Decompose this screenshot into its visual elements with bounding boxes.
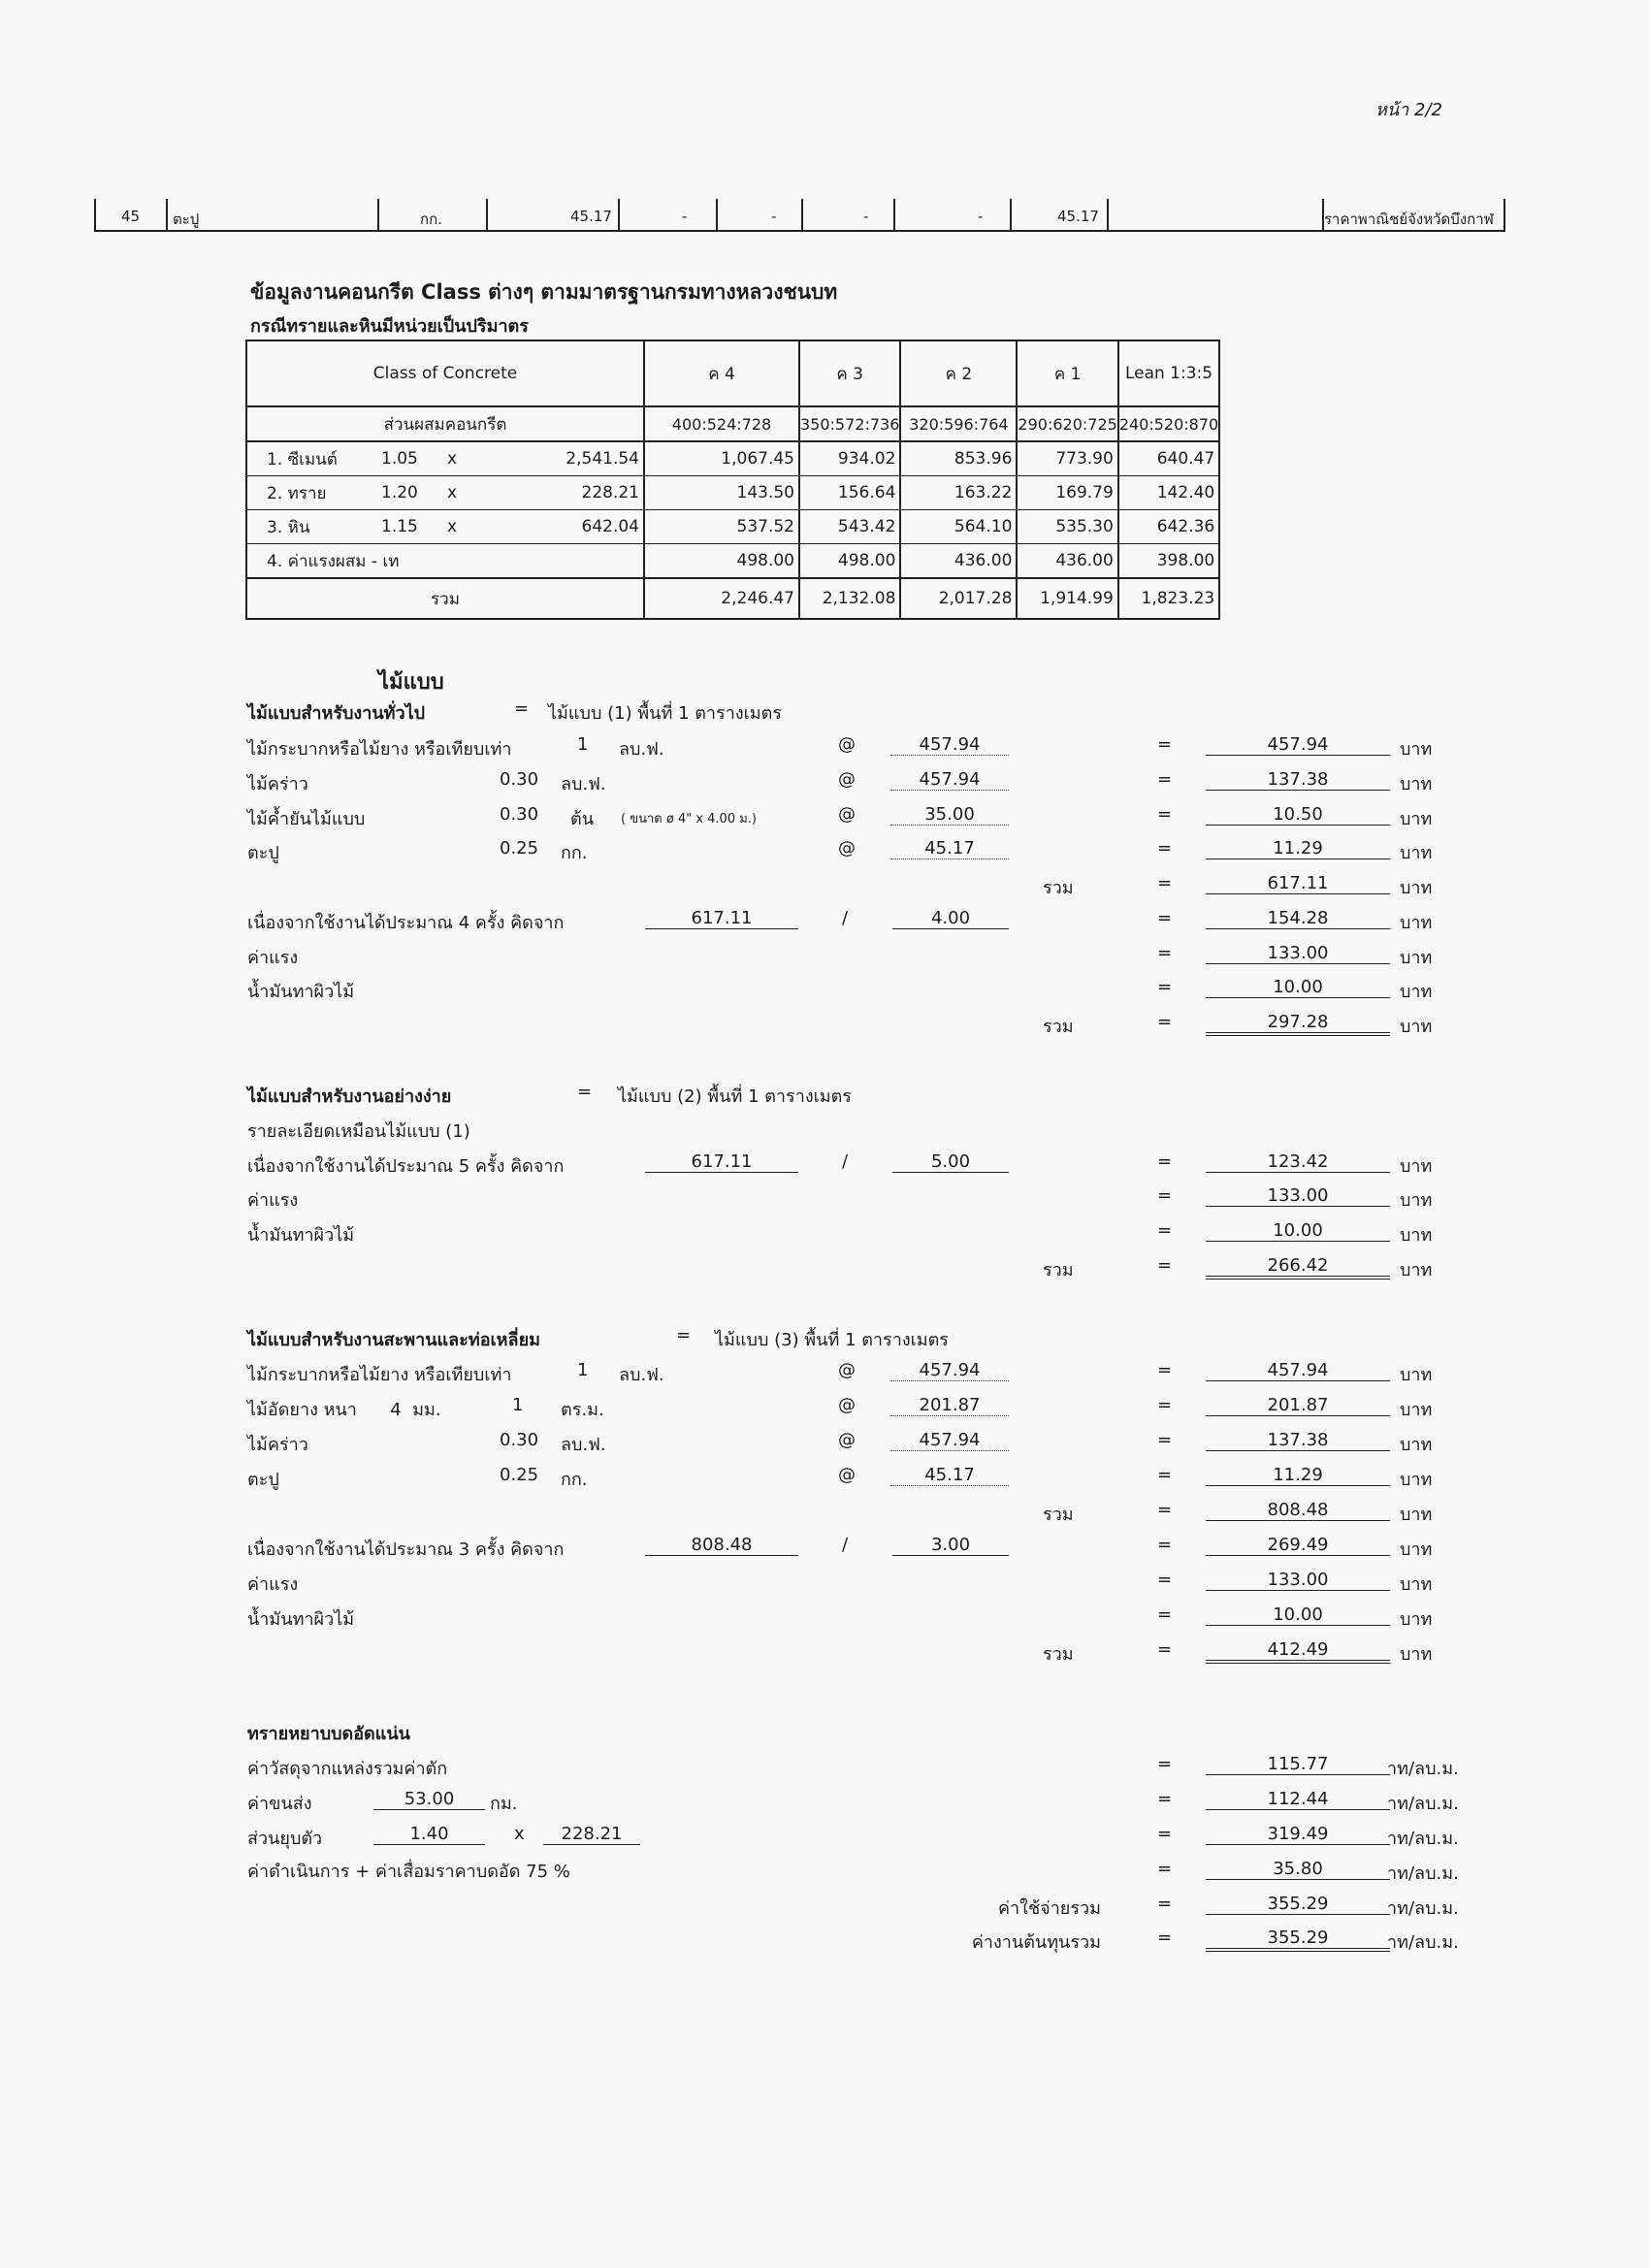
cost-label: ค่างานต้นทุนรวม bbox=[971, 1932, 1101, 1953]
at-sign: @ bbox=[838, 804, 856, 825]
mix-row-factor: 1.20 bbox=[381, 483, 418, 502]
oil-label: น้ำมันทาผิวไม้ bbox=[247, 1225, 355, 1246]
section-title: ไม้แบบสำหรับงานอย่างง่าย bbox=[247, 1086, 452, 1107]
grand-total: 266.42 bbox=[1206, 1255, 1390, 1280]
grand-total: 297.28 bbox=[1206, 1012, 1390, 1036]
class-col: ค 1 bbox=[1017, 340, 1117, 406]
item-total: 11.29 bbox=[1206, 838, 1390, 859]
item-qty: 0.30 bbox=[500, 1430, 539, 1450]
item-price: 457.94 bbox=[890, 769, 1009, 791]
equals-sign: = bbox=[1157, 1894, 1173, 1914]
item-unit: ลบ.ฟ. bbox=[619, 739, 664, 760]
baht-unit: บาท bbox=[1400, 1574, 1433, 1595]
equals-sign: = bbox=[1157, 1789, 1173, 1809]
mix-cell: 436.00 bbox=[1017, 544, 1117, 579]
labor-value: 133.00 bbox=[1206, 1570, 1390, 1591]
equals-sign: = bbox=[1157, 1395, 1173, 1415]
section-detail: รายละเอียดเหมือนไม้แบบ (1) bbox=[247, 1121, 470, 1142]
unit-label: าท/ลบ.ม. bbox=[1387, 1863, 1459, 1884]
baht-unit: บาท bbox=[1400, 843, 1433, 863]
item-name: ไม้กระบากหรือไม้ยาง หรือเทียบเท่า bbox=[247, 739, 512, 760]
transport-distance: 53.00 bbox=[373, 1789, 485, 1810]
mix-row-price: 228.21 bbox=[490, 476, 644, 510]
transport-label: ค่าขนส่ง bbox=[247, 1794, 312, 1814]
sum-label: รวม bbox=[1043, 1505, 1074, 1525]
item-unit: กก. bbox=[561, 843, 588, 863]
row-total: 45.17 bbox=[1057, 208, 1099, 225]
mix-row-factor: 1.05 bbox=[381, 449, 418, 469]
total-cell: 2,132.08 bbox=[799, 578, 900, 619]
equals-sign: = bbox=[1157, 1928, 1173, 1948]
concrete-subtitle: กรณีทรายและหินมีหน่วยเป็นปริมาตร bbox=[250, 316, 529, 337]
sum-value: 808.48 bbox=[1206, 1500, 1390, 1521]
ratio-value: 320:596:764 bbox=[900, 406, 1017, 441]
section-desc: ไม้แบบ (3) พื้นที่ 1 ตารางเมตร bbox=[715, 1330, 949, 1350]
item-name: ไม้คร่าว bbox=[247, 774, 308, 794]
item-qty: 0.25 bbox=[500, 838, 539, 859]
mix-row-label: 1. ซีเมนต์ bbox=[246, 441, 377, 476]
equals-sign: = bbox=[1157, 1824, 1173, 1844]
class-header-label: Class of Concrete bbox=[246, 340, 644, 406]
mix-cell: 543.42 bbox=[799, 510, 900, 544]
equals-sign: = bbox=[676, 1325, 692, 1345]
equals-sign: = bbox=[1157, 1255, 1173, 1276]
total-cell: 2,246.47 bbox=[644, 578, 799, 619]
total-cell: 2,017.28 bbox=[900, 578, 1017, 619]
mix-cell: 564.10 bbox=[900, 510, 1017, 544]
labor-value: 133.00 bbox=[1206, 1185, 1390, 1207]
row-dash: - bbox=[682, 208, 688, 225]
mix-cell: 142.40 bbox=[1118, 476, 1219, 510]
section-title: ไม้แบบสำหรับงานทั่วไป bbox=[247, 703, 426, 724]
transport-value: 112.44 bbox=[1206, 1789, 1390, 1810]
class-col: ค 4 bbox=[644, 340, 799, 406]
mix-row-factor: 1.15 bbox=[381, 517, 418, 536]
item-qty: 0.25 bbox=[500, 1465, 539, 1485]
at-sign: @ bbox=[838, 1465, 856, 1485]
section-title: ไม้แบบสำหรับงานสะพานและท่อเหลี่ยม bbox=[247, 1330, 540, 1350]
equals-sign: = bbox=[1157, 1012, 1173, 1032]
equals-sign: = bbox=[1157, 873, 1173, 893]
item-unit: ลบ.ฟ. bbox=[619, 1365, 664, 1385]
row-source: ราคาพาณิชย์จังหวัดบึงกาฬ bbox=[1324, 211, 1494, 228]
mix-row-x: x bbox=[447, 517, 458, 536]
mix-row-price: 642.04 bbox=[490, 510, 644, 544]
unit-label: าท/ลบ.ม. bbox=[1387, 1829, 1459, 1849]
total-value: 355.29 bbox=[1206, 1894, 1390, 1915]
mix-cell: 537.52 bbox=[644, 510, 799, 544]
item-qty: 0.30 bbox=[500, 769, 539, 790]
oil-value: 10.00 bbox=[1206, 1220, 1390, 1242]
use-text: เนื่องจากใช้งานได้ประมาณ 5 ครั้ง คิดจาก bbox=[247, 1156, 565, 1177]
unit-label: าท/ลบ.ม. bbox=[1387, 1794, 1459, 1814]
equals-sign: = bbox=[1157, 908, 1173, 928]
item-qty: 0.30 bbox=[500, 804, 539, 825]
baht-unit: บาท bbox=[1400, 1505, 1433, 1525]
shrink-base: 228.21 bbox=[543, 1824, 640, 1845]
equals-sign: = bbox=[1157, 1151, 1173, 1172]
baht-unit: บาท bbox=[1400, 1260, 1433, 1280]
total-cell: 1,914.99 bbox=[1017, 578, 1117, 619]
use-total: 123.42 bbox=[1206, 1151, 1390, 1173]
ratio-label: ส่วนผสมคอนกรีต bbox=[246, 406, 644, 441]
use-divisor: 3.00 bbox=[892, 1535, 1009, 1556]
equals-sign: = bbox=[1157, 1639, 1173, 1660]
section-desc: ไม้แบบ (1) พื้นที่ 1 ตารางเมตร bbox=[548, 703, 782, 724]
baht-unit: บาท bbox=[1400, 739, 1433, 760]
at-sign: @ bbox=[838, 734, 856, 755]
item-total: 137.38 bbox=[1206, 769, 1390, 791]
equals-sign: = bbox=[1157, 804, 1173, 825]
item-qty: 1 bbox=[577, 734, 589, 755]
item-price: 201.87 bbox=[890, 1395, 1009, 1416]
sand-title: ทรายหยาบบดอัดแน่น bbox=[247, 1724, 410, 1744]
sum-label: รวม bbox=[1043, 1017, 1074, 1037]
item-total: 201.87 bbox=[1206, 1395, 1390, 1416]
row-number: 45 bbox=[121, 208, 141, 225]
divide-sign: / bbox=[842, 1535, 849, 1555]
baht-unit: บาท bbox=[1400, 1365, 1433, 1385]
equals-sign: = bbox=[1157, 769, 1173, 790]
use-text: เนื่องจากใช้งานได้ประมาณ 4 ครั้ง คิดจาก bbox=[247, 913, 565, 933]
mix-cell: 498.00 bbox=[799, 544, 900, 579]
equals-sign: = bbox=[1157, 1465, 1173, 1485]
use-divisor: 5.00 bbox=[892, 1151, 1009, 1173]
mix-cell: 853.96 bbox=[900, 441, 1017, 476]
baht-unit: บาท bbox=[1400, 913, 1433, 933]
item-price: 45.17 bbox=[890, 838, 1009, 859]
item-unit: ตร.ม. bbox=[561, 1400, 604, 1420]
baht-unit: บาท bbox=[1400, 982, 1433, 1002]
equals-sign: = bbox=[1157, 1220, 1173, 1241]
item-total: 11.29 bbox=[1206, 1465, 1390, 1486]
at-sign: @ bbox=[838, 1360, 856, 1380]
item-name: ไม้อัดยาง หนา 4 มม. bbox=[247, 1400, 441, 1420]
total-cell: 1,823.23 bbox=[1118, 578, 1219, 619]
baht-unit: บาท bbox=[1400, 1017, 1433, 1037]
transport-unit: กม. bbox=[490, 1794, 518, 1814]
equals-sign: = bbox=[1157, 1360, 1173, 1380]
mix-cell: 169.79 bbox=[1017, 476, 1117, 510]
unit-label: าท/ลบ.ม. bbox=[1387, 1759, 1459, 1779]
equals-sign: = bbox=[1157, 977, 1173, 997]
item-unit: ลบ.ฟ. bbox=[561, 1435, 606, 1455]
mix-row-x: x bbox=[447, 483, 458, 502]
shrink-value: 319.49 bbox=[1206, 1824, 1390, 1845]
mix-cell: 398.00 bbox=[1118, 544, 1219, 579]
equals-sign: = bbox=[1157, 1754, 1173, 1774]
mix-cell: 773.90 bbox=[1017, 441, 1117, 476]
ratio-value: 400:524:728 bbox=[644, 406, 799, 441]
equals-sign: = bbox=[1157, 1500, 1173, 1520]
baht-unit: บาท bbox=[1400, 809, 1433, 829]
row-price: 45.17 bbox=[570, 208, 612, 225]
mix-cell: 535.30 bbox=[1017, 510, 1117, 544]
mix-cell: 642.36 bbox=[1118, 510, 1219, 544]
item-name: ตะปู bbox=[247, 843, 279, 863]
row-dash: - bbox=[978, 208, 984, 225]
mix-row-label: 3. หิน bbox=[246, 510, 377, 544]
item-total: 137.38 bbox=[1206, 1430, 1390, 1451]
use-base: 617.11 bbox=[645, 1151, 798, 1173]
baht-unit: บาท bbox=[1400, 1156, 1433, 1177]
mix-cell: 436.00 bbox=[900, 544, 1017, 579]
operation-label: ค่าดำเนินการ + ค่าเสื่อมราคาบดอัด 75 % bbox=[247, 1862, 570, 1882]
at-sign: @ bbox=[838, 1395, 856, 1415]
mix-cell: 934.02 bbox=[799, 441, 900, 476]
mix-row-label: 2. ทราย bbox=[246, 476, 377, 510]
at-sign: @ bbox=[838, 769, 856, 790]
item-name: ตะปู bbox=[247, 1470, 279, 1490]
equals-sign: = bbox=[1157, 1430, 1173, 1450]
labor-label: ค่าแรง bbox=[247, 948, 299, 968]
row-dash: - bbox=[771, 208, 777, 225]
item-name: ไม้ค้ำยันไม้แบบ bbox=[247, 809, 366, 829]
equals-sign: = bbox=[1157, 1570, 1173, 1590]
baht-unit: บาท bbox=[1400, 1435, 1433, 1455]
unit-label: าท/ลบ.ม. bbox=[1387, 1898, 1459, 1919]
total-label: รวม bbox=[246, 578, 644, 619]
use-total: 269.49 bbox=[1206, 1535, 1390, 1556]
item-name: ไม้กระบากหรือไม้ยาง หรือเทียบเท่า bbox=[247, 1365, 512, 1385]
item-price: 457.94 bbox=[890, 1430, 1009, 1451]
mix-row-price: 2,541.54 bbox=[490, 441, 644, 476]
sum-label: รวม bbox=[1043, 1260, 1074, 1280]
equals-sign: = bbox=[1157, 1185, 1173, 1206]
oil-value: 10.00 bbox=[1206, 977, 1390, 998]
ratio-value: 350:572:736 bbox=[799, 406, 900, 441]
item-qty: 1 bbox=[577, 1360, 589, 1380]
ratio-value: 290:620:725 bbox=[1017, 406, 1117, 441]
labor-value: 133.00 bbox=[1206, 943, 1390, 964]
sum-value: 617.11 bbox=[1206, 873, 1390, 894]
shrink-label: ส่วนยุบตัว bbox=[247, 1829, 323, 1849]
equals-sign: = bbox=[1157, 1604, 1173, 1625]
item-name: ไม้คร่าว bbox=[247, 1435, 308, 1455]
baht-unit: บาท bbox=[1400, 878, 1433, 898]
baht-unit: บาท bbox=[1400, 1470, 1433, 1490]
mix-cell: 498.00 bbox=[644, 544, 799, 579]
use-base: 808.48 bbox=[645, 1535, 798, 1556]
cost-value: 355.29 bbox=[1206, 1928, 1390, 1952]
grand-total: 412.49 bbox=[1206, 1639, 1390, 1664]
use-total: 154.28 bbox=[1206, 908, 1390, 929]
equals-sign: = bbox=[1157, 1859, 1173, 1879]
at-sign: @ bbox=[838, 838, 856, 859]
sum-label: รวม bbox=[1043, 878, 1074, 898]
oil-value: 10.00 bbox=[1206, 1604, 1390, 1626]
multiply-sign: x bbox=[514, 1824, 525, 1844]
item-total: 457.94 bbox=[1206, 734, 1390, 756]
mix-cell: 143.50 bbox=[644, 476, 799, 510]
divide-sign: / bbox=[842, 908, 849, 928]
baht-unit: บาท bbox=[1400, 1225, 1433, 1246]
use-base: 617.11 bbox=[645, 908, 798, 929]
material-label: ค่าวัสดุจากแหล่งรวมค่าตัก bbox=[247, 1759, 448, 1779]
equals-sign: = bbox=[1157, 734, 1173, 755]
item-price: 35.00 bbox=[890, 804, 1009, 826]
baht-unit: บาท bbox=[1400, 1400, 1433, 1420]
at-sign: @ bbox=[838, 1430, 856, 1450]
section-desc: ไม้แบบ (2) พื้นที่ 1 ตารางเมตร bbox=[618, 1086, 852, 1107]
baht-unit: บาท bbox=[1400, 1644, 1433, 1665]
baht-unit: บาท bbox=[1400, 774, 1433, 794]
row-item-name: ตะปู bbox=[173, 211, 200, 228]
unit-label: าท/ลบ.ม. bbox=[1387, 1932, 1459, 1953]
use-divisor: 4.00 bbox=[892, 908, 1009, 929]
baht-unit: บาท bbox=[1400, 1190, 1433, 1211]
baht-unit: บาท bbox=[1400, 948, 1433, 968]
equals-sign: = bbox=[1157, 1535, 1173, 1555]
item-unit: ต้น bbox=[570, 809, 594, 829]
row-dash: - bbox=[863, 208, 869, 225]
equals-sign: = bbox=[514, 698, 530, 719]
class-col: ค 3 bbox=[799, 340, 900, 406]
operation-value: 35.80 bbox=[1206, 1859, 1390, 1880]
item-total: 457.94 bbox=[1206, 1360, 1390, 1381]
oil-label: น้ำมันทาผิวไม้ bbox=[247, 1609, 355, 1630]
divide-sign: / bbox=[842, 1151, 849, 1172]
sum-label: รวม bbox=[1043, 1644, 1074, 1665]
total-label: ค่าใช้จ่ายรวม bbox=[998, 1898, 1101, 1919]
baht-unit: บาท bbox=[1400, 1609, 1433, 1630]
item-note: ( ขนาด ø 4" x 4.00 ม.) bbox=[621, 812, 757, 826]
mix-row-label: 4. ค่าแรงผสม - เท bbox=[246, 544, 644, 579]
class-col: Lean 1:3:5 bbox=[1118, 340, 1219, 406]
row-unit: กก. bbox=[420, 211, 442, 228]
page-number: หน้า 2/2 bbox=[1375, 100, 1442, 120]
item-qty: 1 bbox=[512, 1395, 524, 1415]
item-unit: กก. bbox=[561, 1470, 588, 1490]
equals-sign: = bbox=[1157, 838, 1173, 859]
concrete-mix-table bbox=[245, 340, 1220, 620]
class-col: ค 2 bbox=[900, 340, 1017, 406]
item-unit: ลบ.ฟ. bbox=[561, 774, 606, 794]
formwork-heading: ไม้แบบ bbox=[378, 670, 444, 695]
baht-unit: บาท bbox=[1400, 1539, 1433, 1560]
concrete-title: ข้อมูลงานคอนกรีต Class ต่างๆ ตามมาตรฐานกรมทางหลวงชนบท bbox=[250, 280, 838, 304]
mix-row-x: x bbox=[447, 449, 458, 469]
mix-cell: 163.22 bbox=[900, 476, 1017, 510]
mix-cell: 156.64 bbox=[799, 476, 900, 510]
labor-label: ค่าแรง bbox=[247, 1574, 299, 1595]
labor-label: ค่าแรง bbox=[247, 1190, 299, 1211]
item-price: 457.94 bbox=[890, 1360, 1009, 1381]
item-price: 45.17 bbox=[890, 1465, 1009, 1486]
use-text: เนื่องจากใช้งานได้ประมาณ 3 ครั้ง คิดจาก bbox=[247, 1539, 565, 1560]
equals-sign: = bbox=[1157, 943, 1173, 963]
mix-cell: 640.47 bbox=[1118, 441, 1219, 476]
ratio-value: 240:520:870 bbox=[1118, 406, 1219, 441]
material-value: 115.77 bbox=[1206, 1754, 1390, 1775]
equals-sign: = bbox=[577, 1082, 593, 1102]
item-price: 457.94 bbox=[890, 734, 1009, 756]
shrink-factor: 1.40 bbox=[373, 1824, 485, 1845]
oil-label: น้ำมันทาผิวไม้ bbox=[247, 982, 355, 1002]
item-total: 10.50 bbox=[1206, 804, 1390, 826]
mix-cell: 1,067.45 bbox=[644, 441, 799, 476]
